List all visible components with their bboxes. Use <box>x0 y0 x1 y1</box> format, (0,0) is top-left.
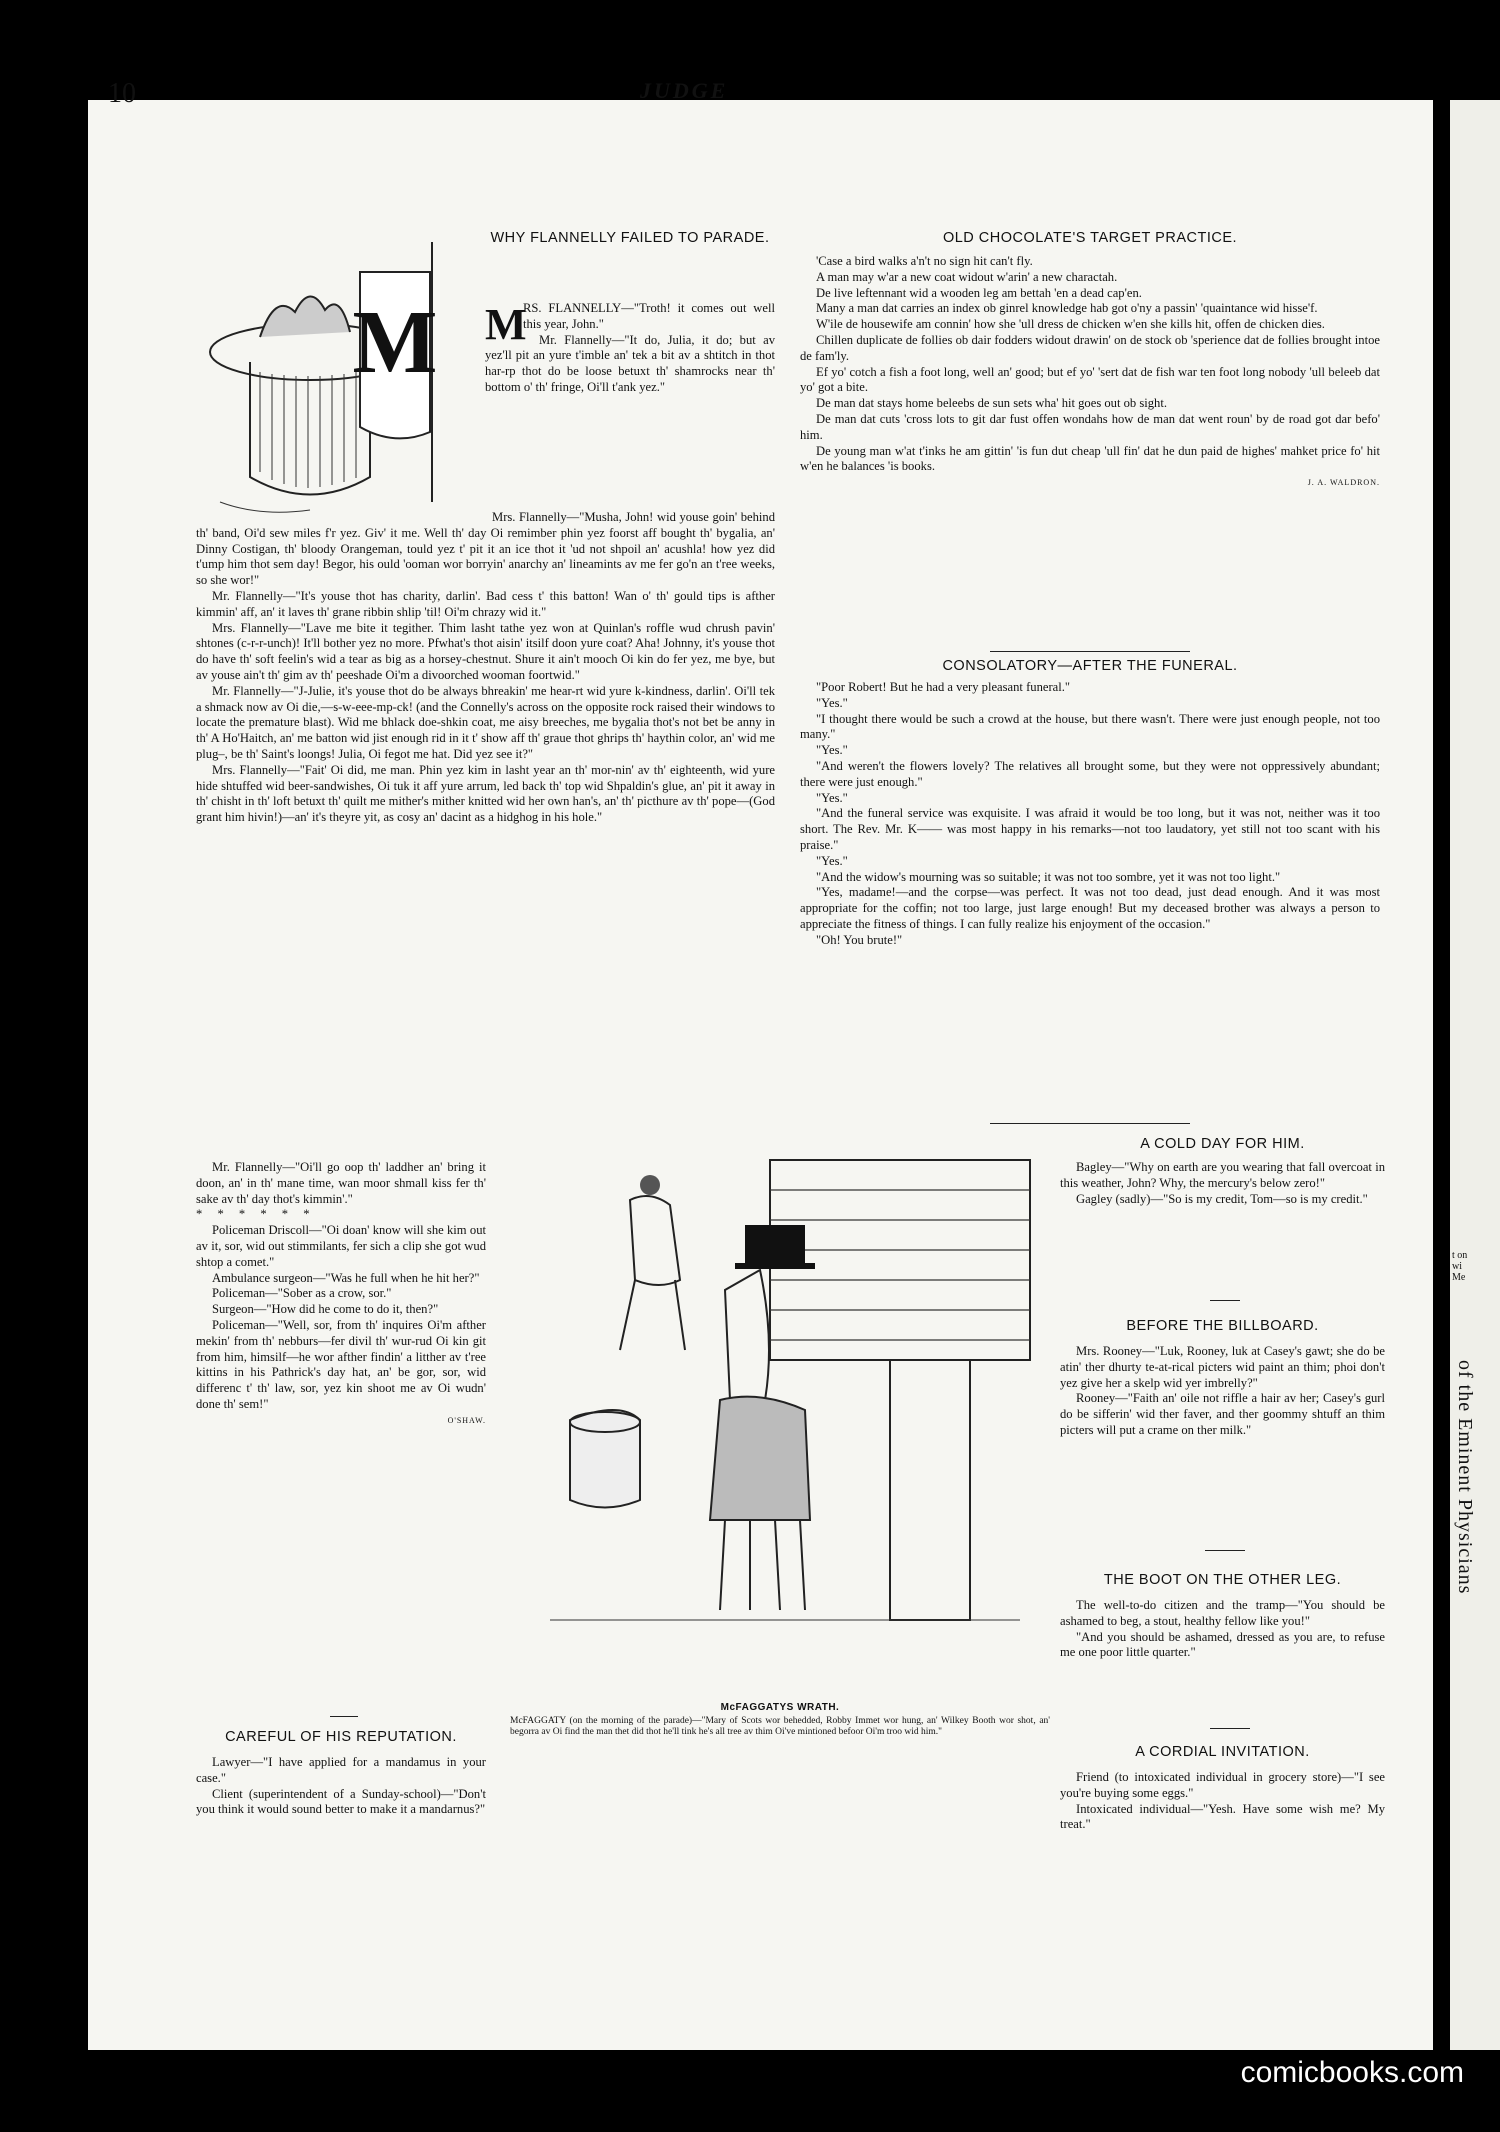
flannelly-para-4: Mrs. Flannelly—"Lave me bite it tegither. Thim lasht tathe yez won at Quinlan's roffle wud chrush pavin' shtones (c-r-r-unch)! It'll bother yez no more. Pfwhat's thot aisin' itsilf doon yure coat? Aha! Johnny, it's youse thot do have th' soft feelin's wid a tear as big as a horsey-chestnut. Shure it ain't mooch Oi kin do fer yez, me bye, but av youse ain't th' gim av th' peeshade Oi'm a divoorched wooman foortwid." <box>196 620 775 682</box>
cordial-text <box>1060 1770 1385 1833</box>
hat-banner-illustration <box>200 232 480 532</box>
consolatory-para-1: "Yes." <box>816 695 848 710</box>
section-stars: * * * * * * <box>196 1207 316 1222</box>
dropcap: M <box>485 300 527 349</box>
flannelly-signature: O'SHAW. <box>447 1415 486 1425</box>
divider <box>1210 1300 1240 1301</box>
flannelly-para-7: Mr. Flannelly—"Oi'll go oop th' laddher an' bring it doon, an' in th' mane time, wan moor shmall kiss fer th' sake av th' day thot's kimmin'." <box>196 1160 486 1206</box>
chocolate-para-4: W'ile de housewife am connin' how she 'ull dress de chicken w'en she kills hit, offen de chicken dies. <box>816 317 1325 332</box>
consolatory-para-9: "Yes, madame!—and the corpse—was perfect. It was not too dead, just dead enough. And it was most appropriate for the coffin; not too large, just large enough! But my deceased brother was always a person to appreciate the fitness of things. I can fully realize his enjoyment of the occasion." <box>800 885 1380 931</box>
flannelly-wide-text <box>196 510 775 826</box>
boot-para-1: "And you should be ashamed, dressed as you are, to refuse me one poor little quarter." <box>1060 1629 1385 1660</box>
chocolate-para-7: De man dat stays home beleebs de sun sets wha' hit goes out ob sight. <box>816 396 1167 411</box>
cordial-title: A CORDIAL INVITATION. <box>1135 1744 1310 1760</box>
chocolate-para-5: Chillen duplicate de follies ob dair fodders widout drawin' on de stock ob 'sperience dat de follies brought intoe de fam'ly. <box>800 332 1380 363</box>
consolatory-para-5: "Yes." <box>816 790 848 805</box>
chocolate-para-6: Ef yo' cotch a fish a foot long, well an' good; but ef yo' 'sert dat de fish war ten foot long nobody 'ull beleeb dat yo' got a bite. <box>800 364 1380 395</box>
mcfaggaty-cartoon <box>510 1140 1050 1700</box>
flannelly-title: WHY FLANNELLY FAILED TO PARADE. <box>490 230 770 246</box>
careful-para-0: Lawyer—"I have applied for a mandamus in your case." <box>196 1755 486 1785</box>
flannelly-intro <box>485 301 775 396</box>
chocolate-para-2: De live leftennant wid a wooden leg am bettah 'en a dead cap'en. <box>816 285 1142 300</box>
flannelly-para-11: Policeman—"Sober as a crow, sor." <box>212 1286 392 1301</box>
flannelly-para-13: Policeman—"Well, sor, from th' inquires Oi'm afther mekin' from th' nebburs—fer divil th' wur-rud Oi kin git from him, himsilf—he wor afther findin' a litther av t'ree kittins in his Pathrick's day hat, an' be gor, sor, wid differenc t' th' law, sor, yez kin shoot me av Oi wudn' done th' sem!" <box>196 1317 486 1411</box>
cartoon-title: McFAGGATYS WRATH. <box>720 1702 840 1713</box>
consolatory-title: CONSOLATORY—AFTER THE FUNERAL. <box>942 658 1238 674</box>
page-number: 10 <box>108 78 136 109</box>
consolatory-para-2: "I thought there would be such a crowd at the house, but there wasn't. There were just enough people, not too many." <box>800 711 1380 742</box>
cordial-para-0: Friend (to intoxicated individual in grocery store)—"I see you're buying some eggs." <box>1060 1770 1385 1800</box>
coldday-para-1: Gagley (sadly)—"So is my credit, Tom—so is my credit." <box>1076 1191 1368 1206</box>
chocolate-signature: J. A. WALDRON. <box>1307 478 1380 488</box>
watermark: comicbooks.com <box>1240 2056 1464 2089</box>
flannelly-narrow-text <box>196 1160 486 1429</box>
divider <box>1205 1550 1245 1551</box>
chocolate-para-9: De young man w'at t'inks he am gittin' 'is fun dut cheap 'ull fin' dat he dun paid de highes' mahket price fo' hit w'en he balances 'is books. <box>800 443 1380 474</box>
flannelly-para-3: Mr. Flannelly—"It's youse thot has charity, darlin'. Bad cess t' this batton! Wan o' th' gould tips is afther kimmin' aff, an' it laves th' grane ribbin shlip 'til! Oi'm chrazy wid it." <box>196 588 775 619</box>
svg-text:M: M <box>352 293 438 392</box>
cartoon-caption: McFAGGATY (on the morning of the parade)—"Mary of Scots wor behedded, Robby Immet wor hung, an' Wilkey Booth wor shot, an' begorra av Oi find the man thet did thot he'll tink he's all tree av thim Oi've mintioned befoor Oi'm troo wid him." <box>510 1716 1050 1737</box>
cordial-para-1: Intoxicated individual—"Yesh. Have some wish me? My treat." <box>1060 1801 1385 1832</box>
flannelly-para-10: Ambulance surgeon—"Was he full when he hit her?" <box>212 1270 480 1285</box>
coldday-text <box>1060 1160 1385 1207</box>
consolatory-para-4: "And weren't the flowers lovely? The relatives all brought some, but they were not oppressively abundant; there were just enough." <box>800 758 1380 789</box>
chocolate-para-8: De man dat cuts 'cross lots to git dar fust offen wondahs how de man dat went roun' by de road got dar befo' him. <box>800 411 1380 442</box>
chocolate-para-0: 'Case a bird walks a'n't no sign hit can't fly. <box>816 254 1033 268</box>
flannelly-para-1: Mr. Flannelly—"It do, Julia, it do; but av yez'll pit an yure t'imble an' tek a bit av a shtitch in thot har-rp thot do be loose betuxt th' shamrocks near th' bottom o' th' fringe, Oi'll t'ank yez." <box>485 332 775 394</box>
boot-text <box>1060 1598 1385 1661</box>
careful-para-1: Client (superintendent of a Sunday-school)—"Don't you think it would sound better to make it a mandarnus?" <box>196 1786 486 1817</box>
boot-para-0: The well-to-do citizen and the tramp—"You should be ashamed to beg, a stout, healthy fellow like you!" <box>1060 1598 1385 1628</box>
divider <box>1210 1728 1250 1729</box>
chocolate-text <box>800 254 1380 491</box>
consolatory-para-0: "Poor Robert! But he had a very pleasant funeral." <box>816 680 1071 694</box>
divider <box>990 1123 1190 1124</box>
flannelly-para-6: Mrs. Flannelly—"Fait' Oi did, me man. Phin yez kim in lasht year an th' mor-nin' av th' eighteenth, wid yure hide shtuffed wid beer-sandwishes, Oi tuk it aff yure arrum, led back th' top wid Shpaldin's glue, an' pit it away in th' chisht in th' loft betuxt th' quilt me mither's mither knitted wid her own han's, an' th' picthure av th' pope—(God grant him hivin!)—an' it's theyre yit, as cosy an' dacint as a hidghog in his hole." <box>196 762 775 825</box>
adjacent-page-edge <box>1450 100 1500 2050</box>
chocolate-para-1: A man may w'ar a new coat widout w'arin' a new charactah. <box>816 269 1118 284</box>
billboard-title: BEFORE THE BILLBOARD. <box>1126 1318 1319 1334</box>
flannelly-para-5: Mr. Flannelly—"J-Julie, it's youse thot do be always bhreakin' me hear-rt wid yure k-kindness, darlin'. Oi'll tek a shmack now av Oi die,—s-w-eee-mp-ck! (and the Connelly's across on the opposite rock raised their windows to locate the premature blast). Wid me bhlack doe-shkin coat, me aisy breeches, me bygalia thot's not bet be anny in th' A Ho'Haitch, an' me batton wid jist enough rid in it t' show aff th' graue thot ghrips th' haythin color, an' wid me plug–, be th' Saint's loongs! Julia, Oi fegot me hat. Did yez see it?" <box>196 683 775 761</box>
chocolate-title: OLD CHOCOLATE'S TARGET PRACTICE. <box>942 230 1238 246</box>
billboard-para-1: Rooney—"Faith an' oile not riffle a hair av her; Casey's gurl do be sifferin' wid ther faver, and ther goommy shtuff an thim picters will put a crame on ther milk." <box>1060 1391 1385 1437</box>
edge-text-fragment: t on wi Me <box>1452 1250 1468 1283</box>
coldday-para-0: Bagley—"Why on earth are you wearing that fall overcoat in this weather, John? Why, the mercury's below zero!" <box>1060 1160 1385 1190</box>
edge-vertical-text: of the Eminent Physicians <box>1454 1360 1476 1595</box>
flannelly-para-9: Policeman Driscoll—"Oi doan' know will she kim out av it, sor, wid out stimmilants, fer sich a clip she got wud shtop a comet." <box>196 1223 486 1269</box>
divider <box>990 651 1190 652</box>
masthead: JUDGE <box>640 78 729 103</box>
careful-title: CAREFUL OF HIS REPUTATION. <box>225 1729 457 1745</box>
consolatory-para-10: "Oh! You brute!" <box>816 932 903 947</box>
billboard-text <box>1060 1344 1385 1439</box>
consolatory-para-3: "Yes." <box>816 743 848 758</box>
flannelly-para-12: Surgeon—"How did he come to do it, then?" <box>212 1302 439 1317</box>
chocolate-para-3: Many a man dat carries an index ob ginrel knowledge hab got o'ny a passin' 'quaintance wid hisse'f. <box>816 301 1318 316</box>
coldday-title: A COLD DAY FOR HIM. <box>1140 1136 1305 1152</box>
flannelly-para-0: RS. FLANNELLY—"Troth! it comes out well this year, John." <box>523 301 775 331</box>
boot-title: THE BOOT ON THE OTHER LEG. <box>1103 1572 1342 1588</box>
divider <box>330 1716 358 1717</box>
billboard-para-0: Mrs. Rooney—"Luk, Rooney, luk at Casey's gawt; she do be atin' ther dhurty te-at-rical picters wid paint an thim; phoi don't yez give her a skelp wid yer imbrelly?" <box>1060 1344 1385 1390</box>
careful-text <box>196 1755 486 1818</box>
consolatory-text <box>800 680 1380 949</box>
flannelly-para-2: Mrs. Flannelly—"Musha, John! wid youse goin' behind th' band, Oi'd sew miles f'r yez. Giv' it me. Well th' day Oi remimber phin yez foorst aff bought th' bygalia, an' Dinny Costigan, th' bloody Orangeman, tould yez t' pit it an ice thot it 'ud not shpoil an' acushla! how yez did t'ump him thot sem day! Begor, his ould 'ooman wor borryin' anarchy an' lineamints av me fer go'n an t'ree weeks, so she wor!" <box>196 510 775 588</box>
consolatory-para-6: "And the funeral service was exquisite. I was afraid it would be too long, but it was not, neither was it too short. The Rev. Mr. K—— was most happy in his remarks—not too laudatory, yet still not too scant with his praise." <box>800 806 1380 852</box>
consolatory-para-7: "Yes." <box>816 853 848 868</box>
consolatory-para-8: "And the widow's mourning was so suitable; it was not too sombre, yet it was not too light." <box>816 869 1281 884</box>
